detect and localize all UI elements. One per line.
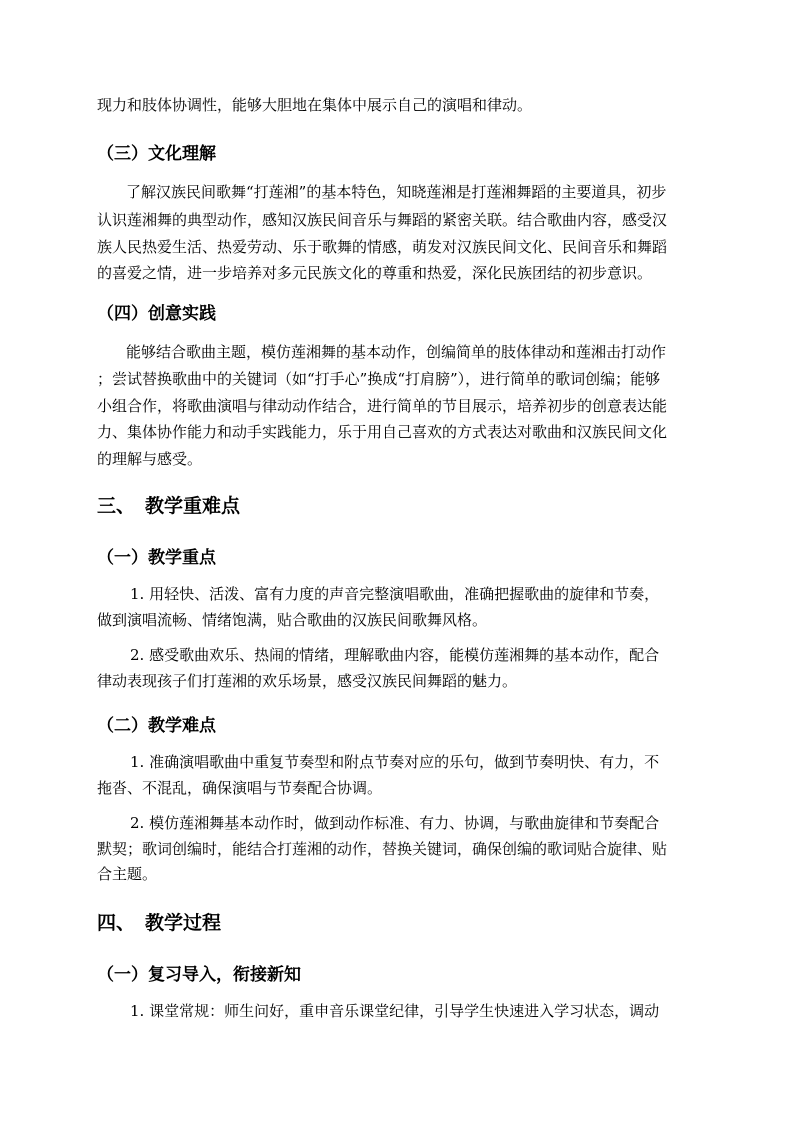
section-heading-process	[97, 914, 221, 933]
heading-process-intro: （一）复习导入，衔接新知	[97, 965, 301, 985]
text-line: 1. 用轻快、活泼、富有力度的声音完整演唱歌曲，准确把握歌曲的旋律和节奏，	[130, 585, 660, 603]
section-title: 教学过程	[145, 912, 222, 934]
section-heading-difficulty	[97, 497, 240, 516]
text-line: 2. 感受歌曲欢乐、热闹的情绪，理解歌曲内容，能模仿莲湘舞的基本动作，配合	[130, 646, 660, 664]
text-line: 族人民热爱生活、热爱劳动、乐于歌舞的情感，萌发对汉族民间文化、民间音乐和舞蹈	[97, 238, 668, 256]
text-line: 的喜爱之情，进一步培养对多元民族文化的尊重和热爱，深化民族团结的初步意识。	[97, 264, 653, 282]
text-line: 力、集体协作能力和动手实践能力，乐于用自己喜欢的方式表达对歌曲和汉族民间文化	[97, 423, 668, 441]
text-line: 拖沓、不混乱，确保演唱与节奏配合协调。	[97, 779, 383, 797]
text-line: 认识莲湘舞的典型动作，感知汉族民间音乐与舞蹈的紧密关联。结合歌曲内容，感受汉	[97, 211, 668, 229]
heading-keypoints: （一）教学重点	[97, 548, 216, 568]
text-line: 做到演唱流畅、情绪饱满，贴合歌曲的汉族民间歌舞风格。	[97, 611, 488, 629]
text-line: 了解汉族民间歌舞“打莲湘”的基本特色，知晓莲湘是打莲湘舞蹈的主要道具，初步	[126, 183, 667, 201]
text-line: 的理解与感受。	[97, 450, 203, 468]
heading-difficulties: （二）教学难点	[97, 716, 216, 736]
section-number: 三、	[97, 495, 136, 517]
text-line: 1. 课堂常规：师生问好，重申音乐课堂纪律，引导学生快速进入学习状态，调动	[130, 1002, 660, 1020]
text-line: 能够结合歌曲主题，模仿莲湘舞的基本动作，创编简单的肢体律动和莲湘击打动作	[126, 343, 667, 361]
heading-culture: （三）文化理解	[97, 144, 216, 164]
text-line: 律动表现孩子们打莲湘的欢乐场景，感受汉族民间舞蹈的魅力。	[97, 672, 518, 690]
text-line: 现力和肢体协调性，能够大胆地在集体中展示自己的演唱和律动。	[97, 96, 533, 114]
text-line: 小组合作，将歌曲演唱与律动动作结合，进行简单的节目展示，培养初步的创意表达能	[97, 397, 668, 415]
text-line: 合主题。	[97, 865, 158, 883]
text-line: ；尝试替换歌曲中的关键词（如“打手心”换成“打肩膀”），进行简单的歌词创编；能够	[97, 370, 661, 388]
section-number: 四、	[97, 912, 136, 934]
heading-creative: （四）创意实践	[97, 304, 216, 324]
text-line: 默契；歌词创编时，能结合打莲湘的动作，替换关键词，确保创编的歌词贴合旋律、贴	[97, 840, 668, 858]
text-line: 2. 模仿莲湘舞基本动作时，做到动作标准、有力、协调，与歌曲旋律和节奏配合	[130, 814, 660, 832]
section-title: 教学重难点	[145, 495, 241, 517]
text-line: 1. 准确演唱歌曲中重复节奏型和附点节奏对应的乐句，做到节奏明快、有力，不	[130, 753, 660, 771]
